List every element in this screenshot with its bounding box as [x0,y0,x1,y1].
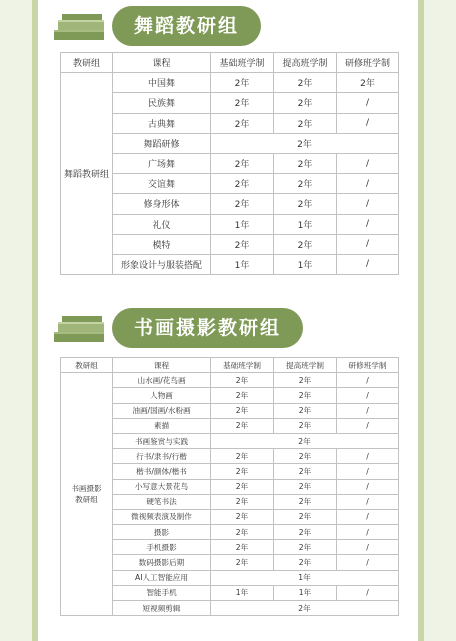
advanced-duration: 2年 [274,234,337,254]
books-icon [52,316,108,344]
merged-duration: 2年 [211,601,399,616]
course-name: 素描 [113,418,211,433]
basic-duration: 2年 [211,540,274,555]
section-title: 书画摄影教研组 [112,308,303,348]
basic-duration: 2年 [211,525,274,540]
basic-duration: 2年 [211,509,274,524]
dance-course-table [60,52,399,275]
advanced-duration: 2年 [274,388,337,403]
research-duration: / [337,449,399,464]
research-duration: / [337,153,399,173]
basic-duration: 2年 [211,464,274,479]
course-name: 油画/国画/水粉画 [113,403,211,418]
basic-duration: 2年 [211,174,274,194]
course-name: 人物画 [113,388,211,403]
basic-duration: 1年 [211,254,274,274]
art-course-table [60,357,399,616]
table-header-row [61,358,399,373]
course-name: 手机摄影 [113,540,211,555]
header-basic: 基础班学制 [211,53,274,73]
course-name: 模特 [113,234,211,254]
advanced-duration: 1年 [274,254,337,274]
research-duration: / [337,254,399,274]
course-name: 广场舞 [113,153,211,173]
basic-duration: 2年 [211,555,274,570]
basic-duration: 2年 [211,73,274,93]
header-advanced: 提高班学制 [274,53,337,73]
course-name: 硬笔书法 [113,494,211,509]
research-duration: / [337,464,399,479]
group-cell: 书画摄影 教研组 [61,373,113,616]
research-duration: 2年 [337,73,399,93]
advanced-duration: 2年 [274,153,337,173]
course-name: 修身形体 [113,194,211,214]
merged-duration: 2年 [211,133,399,153]
basic-duration: 2年 [211,93,274,113]
course-name: 民族舞 [113,93,211,113]
course-name: 形象设计与服装搭配 [113,254,211,274]
course-name: 山水画/花鸟画 [113,373,211,388]
header-research: 研修班学制 [337,53,399,73]
basic-duration: 2年 [211,494,274,509]
advanced-duration: 2年 [274,373,337,388]
research-duration: / [337,373,399,388]
research-duration: / [337,194,399,214]
section-header-art [52,308,412,350]
research-duration: / [337,174,399,194]
course-name: 书画鉴赏与实践 [113,433,211,448]
advanced-duration: 2年 [274,73,337,93]
basic-duration: 2年 [211,388,274,403]
research-duration: / [337,525,399,540]
section-header-dance [52,6,412,48]
research-duration: / [337,214,399,234]
advanced-duration: 1年 [274,585,337,600]
section-title: 舞蹈教研组 [112,6,261,46]
basic-duration: 2年 [211,113,274,133]
table-row [61,373,399,388]
advanced-duration: 2年 [274,555,337,570]
basic-duration: 2年 [211,234,274,254]
table-row [61,73,399,93]
advanced-duration: 2年 [274,509,337,524]
basic-duration: 2年 [211,403,274,418]
course-name: AI人工智能应用 [113,570,211,585]
course-name: 智能手机 [113,585,211,600]
advanced-duration: 2年 [274,113,337,133]
advanced-duration: 2年 [274,464,337,479]
table-header-row [61,53,399,73]
header-group: 教研组 [61,53,113,73]
research-duration: / [337,494,399,509]
merged-duration: 2年 [211,433,399,448]
course-name: 数码摄影后期 [113,555,211,570]
header-course: 课程 [113,358,211,373]
header-basic: 基础班学制 [211,358,274,373]
basic-duration: 2年 [211,479,274,494]
advanced-duration: 2年 [274,540,337,555]
basic-duration: 2年 [211,153,274,173]
research-duration: / [337,93,399,113]
research-duration: / [337,509,399,524]
basic-duration: 2年 [211,418,274,433]
basic-duration: 2年 [211,449,274,464]
research-duration: / [337,479,399,494]
advanced-duration: 2年 [274,418,337,433]
research-duration: / [337,555,399,570]
research-duration: / [337,113,399,133]
advanced-duration: 2年 [274,93,337,113]
course-name: 中国舞 [113,73,211,93]
group-cell: 舞蹈教研组 [61,73,113,275]
basic-duration: 2年 [211,373,274,388]
course-name: 楷书/颜体/楷书 [113,464,211,479]
header-group: 教研组 [61,358,113,373]
research-duration: / [337,585,399,600]
advanced-duration: 2年 [274,403,337,418]
course-name: 摄影 [113,525,211,540]
advanced-duration: 1年 [274,214,337,234]
advanced-duration: 2年 [274,479,337,494]
advanced-duration: 2年 [274,194,337,214]
advanced-duration: 2年 [274,525,337,540]
basic-duration: 1年 [211,585,274,600]
research-duration: / [337,418,399,433]
course-name: 行书/隶书/行楷 [113,449,211,464]
course-name: 舞蹈研修 [113,133,211,153]
books-icon [52,14,108,42]
advanced-duration: 2年 [274,174,337,194]
course-name: 微视频表演及制作 [113,509,211,524]
research-duration: / [337,540,399,555]
course-name: 短视频剪辑 [113,601,211,616]
course-name: 古典舞 [113,113,211,133]
course-name: 交谊舞 [113,174,211,194]
header-research: 研修班学制 [337,358,399,373]
header-advanced: 提高班学制 [274,358,337,373]
course-name: 礼仪 [113,214,211,234]
merged-duration: 1年 [211,570,399,585]
research-duration: / [337,388,399,403]
header-course: 课程 [113,53,211,73]
course-name: 小写意大景花鸟 [113,479,211,494]
advanced-duration: 2年 [274,494,337,509]
research-duration: / [337,403,399,418]
advanced-duration: 2年 [274,449,337,464]
basic-duration: 1年 [211,214,274,234]
basic-duration: 2年 [211,194,274,214]
research-duration: / [337,234,399,254]
